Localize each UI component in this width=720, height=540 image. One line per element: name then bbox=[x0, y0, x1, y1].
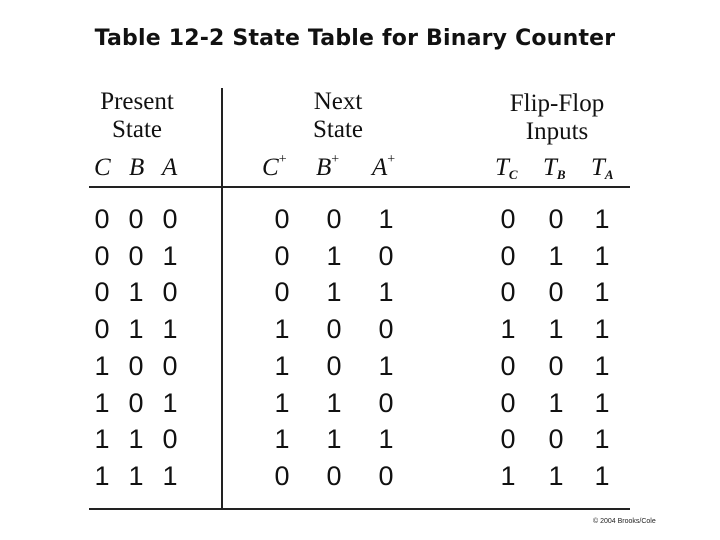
group-header-line: State bbox=[112, 116, 162, 143]
group-header-flip-flop-inputs bbox=[487, 90, 627, 146]
table-cell: 1 bbox=[594, 460, 610, 491]
table-cell: 1 bbox=[378, 204, 394, 234]
table-cell: 1 bbox=[274, 424, 290, 455]
column-header bbox=[316, 151, 340, 182]
table-cell: 0 bbox=[162, 424, 178, 455]
column-header-superscript: + bbox=[331, 151, 340, 167]
table-cell: 1 bbox=[94, 460, 110, 491]
page-title: Table 12-2 State Table for Binary Counter bbox=[94, 26, 616, 51]
table-cell: 0 bbox=[274, 277, 290, 308]
table-cell: 0 bbox=[500, 240, 516, 271]
table-cell: 1 bbox=[128, 277, 144, 308]
column-header-letter: C bbox=[94, 154, 111, 181]
table-cell: 1 bbox=[548, 460, 564, 491]
group-header-present-state bbox=[82, 88, 192, 144]
table-row bbox=[0, 350, 720, 386]
table-cell: 1 bbox=[548, 387, 564, 418]
table-row bbox=[0, 203, 720, 239]
table-cell: 0 bbox=[274, 204, 290, 234]
table-row bbox=[0, 387, 720, 423]
table-cell: 1 bbox=[548, 240, 564, 271]
table-row bbox=[0, 423, 720, 459]
table-cell: 0 bbox=[548, 204, 564, 234]
table-cell: 0 bbox=[128, 350, 144, 381]
table-cell: 1 bbox=[94, 350, 110, 381]
table-row bbox=[0, 460, 720, 496]
table-cell: 0 bbox=[326, 460, 342, 491]
column-header-subscript: A bbox=[604, 167, 614, 182]
table-cell: 1 bbox=[594, 204, 610, 234]
table-cell: 1 bbox=[128, 460, 144, 491]
table-cell: 1 bbox=[500, 314, 516, 345]
table-cell: 0 bbox=[378, 387, 394, 418]
table-cell: 1 bbox=[274, 350, 290, 381]
table-cell: 0 bbox=[162, 350, 178, 381]
table-cell: 1 bbox=[594, 314, 610, 345]
column-header-letter: A bbox=[162, 154, 178, 181]
table-cell: 1 bbox=[128, 314, 144, 345]
table-cell: 0 bbox=[548, 277, 564, 308]
table-cell: 0 bbox=[162, 277, 178, 308]
group-header-line: Next bbox=[313, 88, 363, 115]
table-cell: 1 bbox=[326, 424, 342, 455]
column-header bbox=[372, 151, 396, 182]
table-cell: 0 bbox=[94, 204, 110, 234]
column-header-letter: B bbox=[316, 154, 332, 181]
table-cell: 0 bbox=[274, 240, 290, 271]
column-header bbox=[94, 154, 111, 182]
table-cell: 0 bbox=[128, 387, 144, 418]
table-cell: 0 bbox=[128, 204, 144, 234]
table-cell: 0 bbox=[548, 424, 564, 455]
table-cell: 0 bbox=[94, 277, 110, 308]
table-cell: 0 bbox=[94, 314, 110, 345]
column-header-superscript: + bbox=[278, 151, 287, 167]
table-cell: 0 bbox=[500, 277, 516, 308]
table-cell: 1 bbox=[594, 387, 610, 418]
table-cell: 1 bbox=[326, 277, 342, 308]
table-cell: 0 bbox=[378, 314, 394, 345]
group-header-line: State bbox=[313, 116, 363, 143]
column-header-letter: A bbox=[372, 154, 388, 181]
table-cell: 1 bbox=[548, 314, 564, 345]
table-cell: 0 bbox=[500, 350, 516, 381]
table-cell: 1 bbox=[594, 240, 610, 271]
column-header-subscript: C bbox=[508, 167, 518, 182]
column-header bbox=[495, 154, 518, 182]
table-cell: 1 bbox=[326, 240, 342, 271]
table-cell: 0 bbox=[326, 350, 342, 381]
column-header-subscript: B bbox=[556, 167, 566, 182]
table-cell: 0 bbox=[500, 424, 516, 455]
table-cell: 1 bbox=[128, 424, 144, 455]
table-cell: 1 bbox=[594, 424, 610, 455]
table-cell: 1 bbox=[378, 277, 394, 308]
group-header-next-state bbox=[283, 88, 393, 144]
group-header-line: Present bbox=[100, 88, 174, 115]
table-cell: 1 bbox=[274, 387, 290, 418]
table-cell: 1 bbox=[162, 314, 178, 345]
table-cell: 0 bbox=[378, 460, 394, 491]
column-header-letter: B bbox=[129, 154, 145, 181]
header-divider bbox=[89, 186, 630, 188]
bottom-rule bbox=[89, 508, 630, 510]
column-header-letter: T bbox=[495, 154, 509, 181]
table-cell: 1 bbox=[162, 240, 178, 271]
table-cell: 0 bbox=[326, 314, 342, 345]
column-header-superscript: + bbox=[387, 151, 396, 167]
table-cell: 1 bbox=[378, 424, 394, 455]
table-cell: 0 bbox=[500, 387, 516, 418]
table-cell: 1 bbox=[500, 460, 516, 491]
column-header bbox=[262, 151, 287, 182]
table-cell: 1 bbox=[162, 387, 178, 418]
table-row bbox=[0, 313, 720, 349]
column-header bbox=[543, 154, 566, 182]
table-cell: 1 bbox=[94, 424, 110, 455]
table-cell: 0 bbox=[274, 460, 290, 491]
table-cell: 1 bbox=[326, 387, 342, 418]
table-cell: 1 bbox=[94, 387, 110, 418]
copyright-credit: © 2004 Brooks/Cole bbox=[593, 518, 656, 525]
table-cell: 1 bbox=[594, 350, 610, 381]
table-cell: 0 bbox=[162, 204, 178, 234]
group-header-line: Flip-Flop bbox=[509, 90, 605, 117]
table-cell: 1 bbox=[274, 314, 290, 345]
table-cell: 1 bbox=[594, 277, 610, 308]
table-cell: 0 bbox=[94, 240, 110, 271]
table-cell: 1 bbox=[378, 350, 394, 381]
table-cell: 1 bbox=[162, 460, 178, 491]
table-row bbox=[0, 276, 720, 312]
group-header-line: Inputs bbox=[525, 118, 589, 145]
column-header bbox=[129, 154, 144, 182]
table-row bbox=[0, 240, 720, 276]
table-cell: 0 bbox=[378, 240, 394, 271]
column-header bbox=[162, 154, 177, 182]
column-header-letter: C bbox=[262, 154, 279, 181]
table-cell: 0 bbox=[326, 204, 342, 234]
column-header-letter: T bbox=[591, 154, 605, 181]
table-cell: 0 bbox=[128, 240, 144, 271]
column-header bbox=[591, 154, 614, 182]
table-cell: 0 bbox=[500, 204, 516, 234]
table-cell: 0 bbox=[548, 350, 564, 381]
column-header-letter: T bbox=[543, 154, 557, 181]
